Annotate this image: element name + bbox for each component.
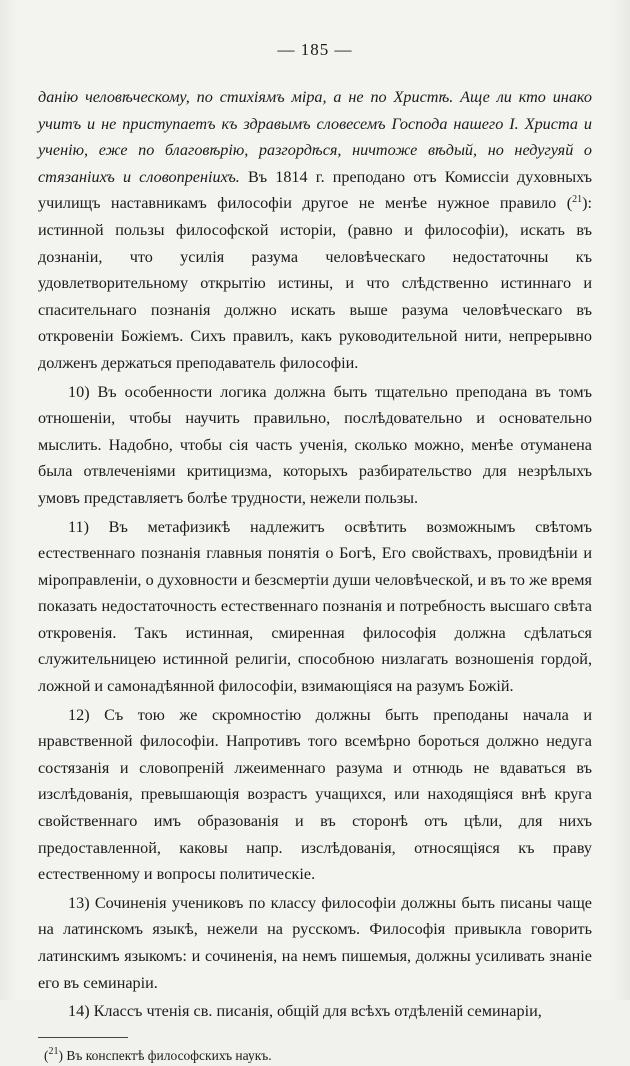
footnote [38, 1046, 592, 1066]
paragraph-text-segment: Въ 1814 г. преподано отъ Комиссіи духовныхъ училищъ наставникамъ философіи другое не менѣе нужное правило ( [38, 167, 592, 213]
italic-quote-segment: данію человѣческому, по стихіямъ міра, а не по Христѣ. Аще ли кто инако учитъ и не приступаетъ къ здравымъ словесемъ Господа нашего І. Христа и ученію, еже по благовѣрію, разгордѣся, ничтоже вѣдый, но недугуяй о стязаніихъ и словопреніихъ. [38, 88, 592, 186]
paragraph-text-segment: 13) Сочиненія учениковъ по классу философіи должны быть писаны чаще на латинскомъ языкѣ, нежели на русскомъ. Философія привыкла говорить латинскимъ языкомъ: и сочиненія, на немъ пишемыя, должны усиливать знаніе его въ семинаріи. [38, 893, 592, 992]
footnote-divider [38, 1037, 128, 1038]
page-number: — 185 — [277, 40, 353, 59]
paragraph-12-moral-philosophy [38, 702, 592, 888]
footnote-mark: 21 [48, 1045, 59, 1057]
paragraph-text-segment: 10) Въ особенности логика должна быть тщательно преподана въ томъ отношеніи, чтобы научить правильно, послѣдовательно и основательно мыслить. Надобно, чтобы сія часть ученія, сколько можно, менѣе отуманена была отвлеченіями критицизма, которыхъ разбирательство для незрѣлыхъ умовъ представляетъ болѣе трудности, нежели пользы. [38, 382, 592, 507]
paragraph-continuation [38, 84, 592, 377]
paragraph-10-logic [38, 379, 592, 512]
paragraph-text-segment: 14) Классъ чтенія св. писанія, общій для всѣхъ отдѣленій семинаріи, [68, 1002, 542, 1021]
paragraph-11-metaphysics [38, 514, 592, 700]
paragraph-text-segment: 12) Съ тою же скромностію должны быть преподаны начала и нравственной философіи. Напротивъ того всемѣрно бороться должно недуга состязанія и словопреній лжеименнаго разума и отнюдь не вдаваться въ изслѣдованія, превышающія возрастъ учащихся, или находящіяся внѣ круга свойственнаго имъ образованія и въ сторонѣ отъ цѣли, для нихъ предоставленной, каковы напр. изслѣдованія, относящіяся къ праву естественному и вопросы политическіе. [38, 705, 592, 884]
footnote-text: ) Въ конспектѣ философскихъ наукъ. [58, 1047, 272, 1063]
body-text [38, 84, 592, 1025]
paragraph-14-scripture-class [38, 998, 592, 1025]
footnote-open-paren: ( [44, 1047, 49, 1063]
footnote-reference: 21 [572, 194, 583, 206]
paragraph-13-compositions [38, 890, 592, 996]
paragraph-text-segment: 11) Въ метафизикѣ надлежитъ освѣтить возможнымъ свѣтомъ естественнаго познанія главныя понятія о Богѣ, Его свойствахъ, провидѣніи и міроправленіи, о духовности и безсмертіи души человѣческой, и въ то же время показать недостаточность естественнаго познанія и потребность высшаго свѣта откровенія. Такъ истинная, смиренная философія должна сдѣлаться служительницею истинной религіи, способною низлагать возношенія гордой, ложной и самонадѣянной философіи, взимающіяся на разумъ Божій. [38, 517, 592, 696]
paragraph-text-segment: ): истинной пользы философской исторіи, (равно и философіи), искать въ дознаніи, что усилія разума человѣческаго недостаточны къ удовлетворительному открытію истины, и что слѣдственно истиннаго и спасительнаго познанія должно искать выше разума человѣческаго въ откровеніи Божіемъ. Сихъ правилъ, какъ руководительной нити, непрерывно долженъ держаться преподаватель философіи. [38, 194, 592, 372]
